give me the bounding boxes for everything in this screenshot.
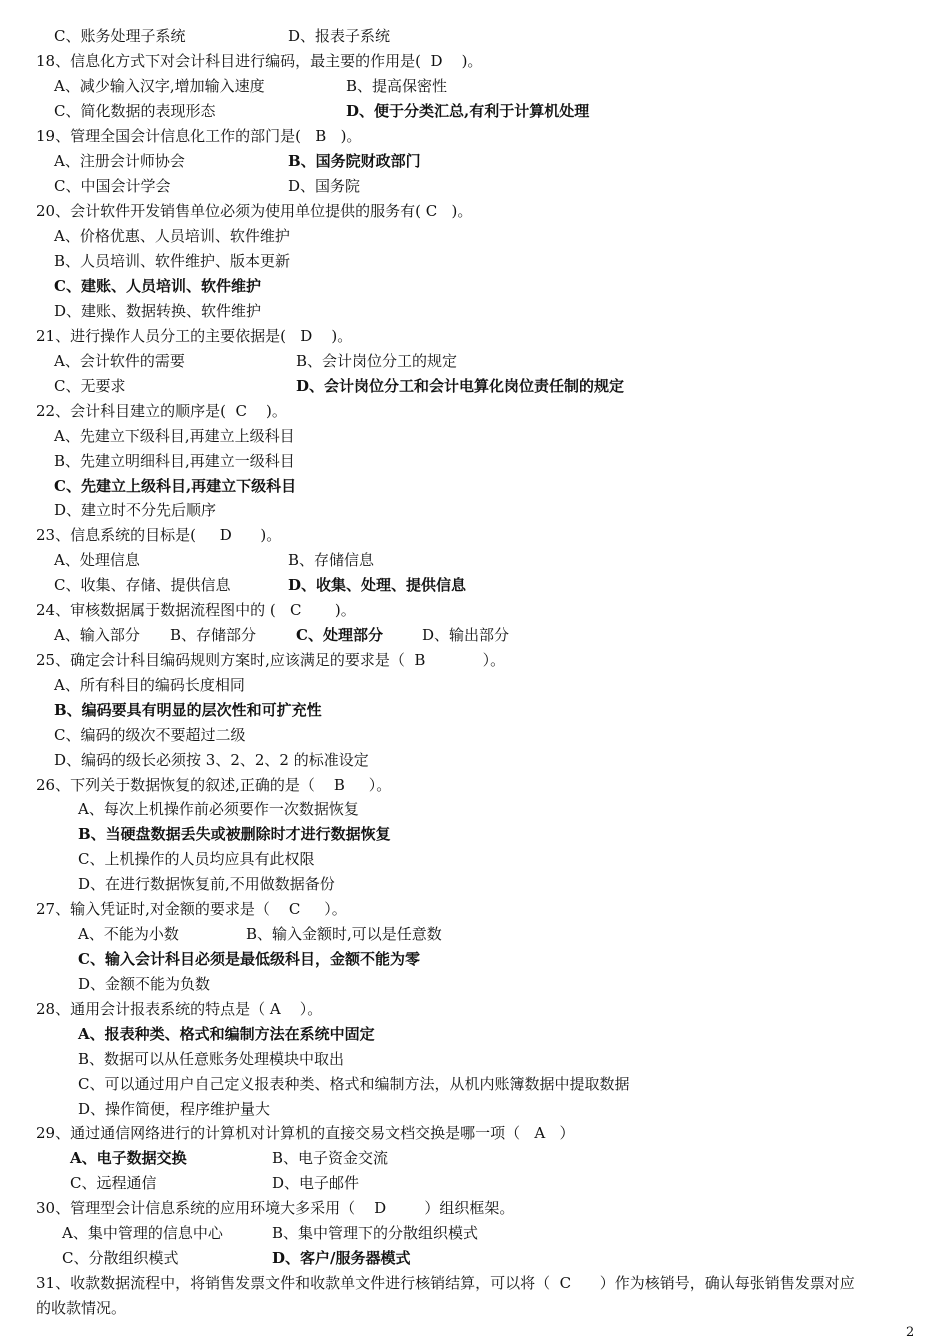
question-text: B、数据可以从任意账务处理模块中取出	[78, 1050, 345, 1068]
question-text: A、处理信息	[54, 551, 140, 569]
question-text: A、输入部分	[54, 626, 140, 644]
question-text: B、存储信息	[288, 551, 375, 569]
answer-option-text: A、报表种类、格式和编制方法在系统中固定	[78, 1025, 375, 1043]
question-text: D、建账、数据转换、软件维护	[54, 302, 262, 320]
question-text: 24、审核数据属于数据流程图中的 ( C )。	[36, 601, 356, 619]
question-text: A、所有科目的编码长度相同	[54, 676, 245, 694]
question-text: C、中国会计学会	[54, 177, 171, 195]
question-text: 的收款情况。	[36, 1299, 127, 1317]
question-text: C、可以通过用户自己定义报表种类、格式和编制方法，从机内账簿数据中提取数据	[78, 1075, 630, 1093]
question-text: 19、管理全国会计信息化工作的部门是( B )。	[36, 127, 362, 145]
question-text: A、注册会计师协会	[54, 152, 185, 170]
question-text: D、报表子系统	[288, 27, 391, 45]
answer-option-text: C、输入会计科目必须是最低级科目，金额不能为零	[78, 950, 420, 968]
question-text: A、减少输入汉字,增加输入速度	[54, 77, 265, 95]
question-text: A、先建立下级科目,再建立上级科目	[54, 427, 295, 445]
question-text: B、存储部分	[170, 626, 257, 644]
answer-option-text: B、编码要具有明显的层次性和可扩充性	[54, 701, 322, 719]
question-text: C、编码的级次不要超过二级	[54, 726, 246, 744]
answer-option-text: B、当硬盘数据丢失或被删除时才进行数据恢复	[78, 825, 391, 843]
question-text: 18、信息化方式下对会计科目进行编码，最主要的作用是( D )。	[36, 52, 483, 70]
question-text: C、简化数据的表现形态	[54, 102, 216, 120]
question-text: D、在进行数据恢复前,不用做数据备份	[78, 875, 335, 893]
question-text: C、无要求	[54, 377, 126, 395]
page-number: 2	[906, 1325, 915, 1340]
answer-option-text: A、电子数据交换	[70, 1149, 187, 1167]
question-text: 31、收款数据流程中，将销售发票文件和收款单文件进行核销结算，可以将（ C ）作为核销号，确认每张销售发票对应	[36, 1274, 855, 1292]
question-text: C、收集、存储、提供信息	[54, 576, 231, 594]
question-text: D、电子邮件	[272, 1174, 360, 1192]
question-text: B、会计岗位分工的规定	[296, 352, 458, 370]
question-text: C、分散组织模式	[62, 1249, 179, 1267]
question-text: A、集中管理的信息中心	[62, 1224, 223, 1242]
question-text: 23、信息系统的目标是( D )。	[36, 526, 282, 544]
question-text: 30、管理型会计信息系统的应用环境大多采用（ D ）组织框架。	[36, 1199, 515, 1217]
question-text: 28、通用会计报表系统的特点是（ A ）。	[36, 1000, 323, 1018]
question-text: 22、会计科目建立的顺序是( C )。	[36, 402, 287, 420]
question-text: 25、确定会计科目编码规则方案时,应该满足的要求是（ B ）。	[36, 651, 506, 669]
answer-option-text: D、便于分类汇总,有利于计算机处理	[346, 102, 590, 120]
question-text: B、电子资金交流	[272, 1149, 389, 1167]
question-text: A、价格优惠、人员培训、软件维护	[54, 227, 290, 245]
question-text: 21、进行操作人员分工的主要依据是( D )。	[36, 327, 353, 345]
question-text: A、每次上机操作前必须要作一次数据恢复	[78, 800, 359, 818]
answer-option-text: D、会计岗位分工和会计电算化岗位责任制的规定	[296, 377, 625, 395]
question-text: B、人员培训、软件维护、版本更新	[54, 252, 291, 270]
answer-option-text: C、处理部分	[296, 626, 383, 644]
question-text: B、集中管理下的分散组织模式	[272, 1224, 479, 1242]
question-text: C、账务处理子系统	[54, 27, 186, 45]
question-text: D、输出部分	[422, 626, 510, 644]
question-text: C、上机操作的人员均应具有此权限	[78, 850, 315, 868]
question-text: 29、通过通信网络进行的计算机对计算机的直接交易文档交换是哪一项（ A ）	[36, 1124, 575, 1142]
question-text: 20、会计软件开发销售单位必须为使用单位提供的服务有( C )。	[36, 202, 473, 220]
question-text: D、金额不能为负数	[78, 975, 211, 993]
answer-option-text: D、收集、处理、提供信息	[288, 576, 467, 594]
question-text: 26、下列关于数据恢复的叙述,正确的是（ B ）。	[36, 776, 392, 794]
question-text: B、先建立明细科目,再建立一级科目	[54, 452, 295, 470]
answer-option-text: D、客户/服务器模式	[272, 1249, 411, 1267]
question-text: A、不能为小数	[78, 925, 179, 943]
question-text: C、远程通信	[70, 1174, 157, 1192]
answer-option-text: B、国务院财政部门	[288, 152, 421, 170]
question-text: D、国务院	[288, 177, 361, 195]
question-text: B、提高保密性	[346, 77, 448, 95]
answer-option-text: C、先建立上级科目,再建立下级科目	[54, 477, 297, 495]
question-text: A、会计软件的需要	[54, 352, 185, 370]
question-text: D、操作简便，程序维护量大	[78, 1100, 271, 1118]
question-text: B、输入金额时,可以是任意数	[246, 925, 442, 943]
question-text: 27、输入凭证时,对金额的要求是（ C ）。	[36, 900, 347, 918]
question-text: D、建立时不分先后顺序	[54, 501, 217, 519]
answer-option-text: C、建账、人员培训、软件维护	[54, 277, 261, 295]
question-text: D、编码的级长必须按 3、2、2、2 的标准设定	[54, 751, 369, 769]
